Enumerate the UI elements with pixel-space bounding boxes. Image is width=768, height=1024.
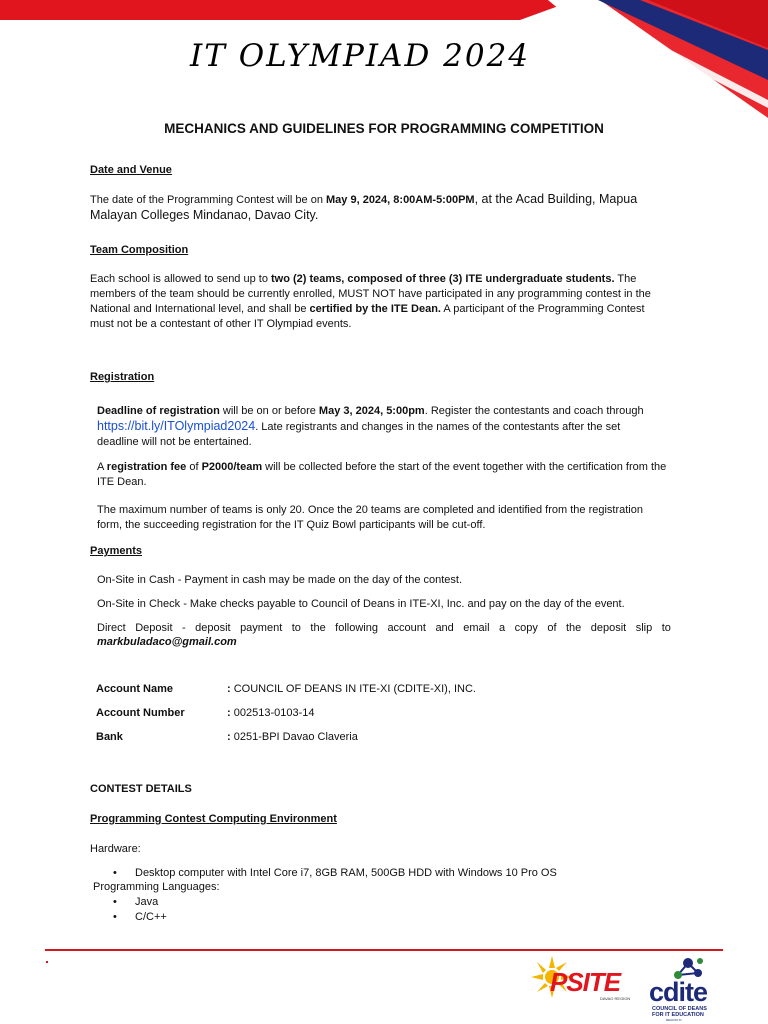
section-title-payments: Payments — [90, 545, 142, 557]
deposit-word: deposit — [195, 622, 231, 634]
deposit-word: payment — [240, 622, 283, 634]
payment-deposit-text — [97, 621, 671, 636]
bank-label: Bank — [96, 731, 123, 743]
account-number-label: Account Number — [96, 707, 185, 719]
deposit-word: to — [661, 622, 671, 634]
section-title-computing-environment: Programming Contest Computing Environment — [90, 813, 337, 825]
bank-value: : 0251-BPI Davao Claveria — [227, 731, 358, 743]
language-item: • Java — [135, 895, 158, 910]
deposit-word: a — [499, 622, 506, 634]
footer-dot — [46, 961, 48, 963]
deposit-word: email — [463, 622, 490, 634]
deposit-email[interactable]: markbuladaco@gmail.com — [97, 636, 237, 648]
deposit-word: following — [335, 622, 378, 634]
account-name-value: : COUNCIL OF DEANS IN ITE-XI (CDITE-XI), INC. — [227, 683, 476, 695]
deposit-word: and — [435, 622, 454, 634]
deposit-word: the — [566, 622, 582, 634]
deposit-word: Deposit — [135, 622, 173, 634]
deposit-word: account — [387, 622, 426, 634]
deposit-word: deposit — [590, 622, 627, 634]
hardware-item: • Desktop computer with Intel Core i7, 8GB RAM, 500GB HDD with Windows 10 Pro OS — [135, 866, 557, 881]
deposit-word: Direct — [97, 622, 126, 634]
deposit-word: to — [291, 622, 301, 634]
document-title: IT OLYMPIAD 2024 — [189, 38, 531, 74]
date-venue-paragraph: The date of the Programming Contest will be on May 9, 2024, 8:00AM-5:00PM, at the Acad Building, Mapua Malayan Colleges Mindanao, Davao City. — [90, 192, 638, 222]
section-title-team-composition: Team Composition — [90, 244, 189, 256]
language-item: • C/C++ — [135, 910, 167, 925]
registration-fee-paragraph: A registration fee of P2000/team will be collected before the start of the event together with the certification from the ITE Dean. — [97, 461, 667, 488]
registration-link[interactable]: https://bit.ly/ITOlympiad2024 — [97, 419, 256, 433]
account-name-label: Account Name — [96, 683, 174, 695]
section-title-registration: Registration — [90, 371, 155, 383]
cdite-subtitle-3: REGION XI — [666, 1018, 682, 1022]
deposit-word: the — [310, 622, 326, 634]
psite-logo — [528, 955, 640, 1005]
cdite-subtitle-1: COUNCIL OF DEANS — [652, 1006, 707, 1012]
cdite-subtitle-2: FOR IT EDUCATION — [652, 1012, 704, 1018]
hardware-label: Hardware: — [90, 843, 141, 855]
deposit-word: slip — [635, 622, 653, 634]
payment-cash-text: On-Site in Cash - Payment in cash may be made on the day of the contest. — [97, 574, 463, 586]
languages-label: Programming Languages: — [93, 881, 220, 893]
team-composition-paragraph: Each school is allowed to send up to two (2) teams, composed of three (3) ITE undergraduate students. The members of the team should be currently enrolled, MUST NOT have participated in any programming contest in the National and International level, and shall be certified by the ITE Dean. A participant of the Programming Contest must not be a contestant of other IT Olympiad events. — [90, 273, 651, 330]
section-title-contest-details: CONTEST DETAILS — [90, 783, 192, 795]
section-title-date-venue: Date and Venue — [90, 164, 172, 176]
footer-divider — [45, 949, 723, 951]
deposit-word: copy — [514, 622, 538, 634]
registration-max-teams-paragraph: The maximum number of teams is only 20. Once the 20 teams are completed and identified from the registration form, the succeeding registration for the IT Quiz Bowl participants will be cut-off. — [97, 504, 643, 531]
cdite-logo — [646, 955, 724, 1021]
document-heading: MECHANICS AND GUIDELINES FOR PROGRAMMING COMPETITION — [164, 121, 604, 136]
psite-subtitle: DAVAO REGION — [600, 996, 631, 1001]
registration-deadline-paragraph: Deadline of registration will be on or before May 3, 2024, 5:00pm. Register the contestants and coach through https://bit.ly/ITOlympiad2024. Late registrants and changes in the names of the contestants after the set deadline will not be entertained. — [97, 405, 644, 448]
deposit-word: - — [181, 622, 186, 634]
cdite-wordmark: cdite — [649, 977, 708, 1007]
deposit-word: of — [547, 622, 557, 634]
account-number-value: : 002513-0103-14 — [227, 707, 315, 719]
payment-check-text: On-Site in Check - Make checks payable to Council of Deans in ITE-XI, Inc. and pay on the day of the event. — [97, 598, 625, 610]
psite-wordmark: PSITE — [550, 967, 621, 997]
